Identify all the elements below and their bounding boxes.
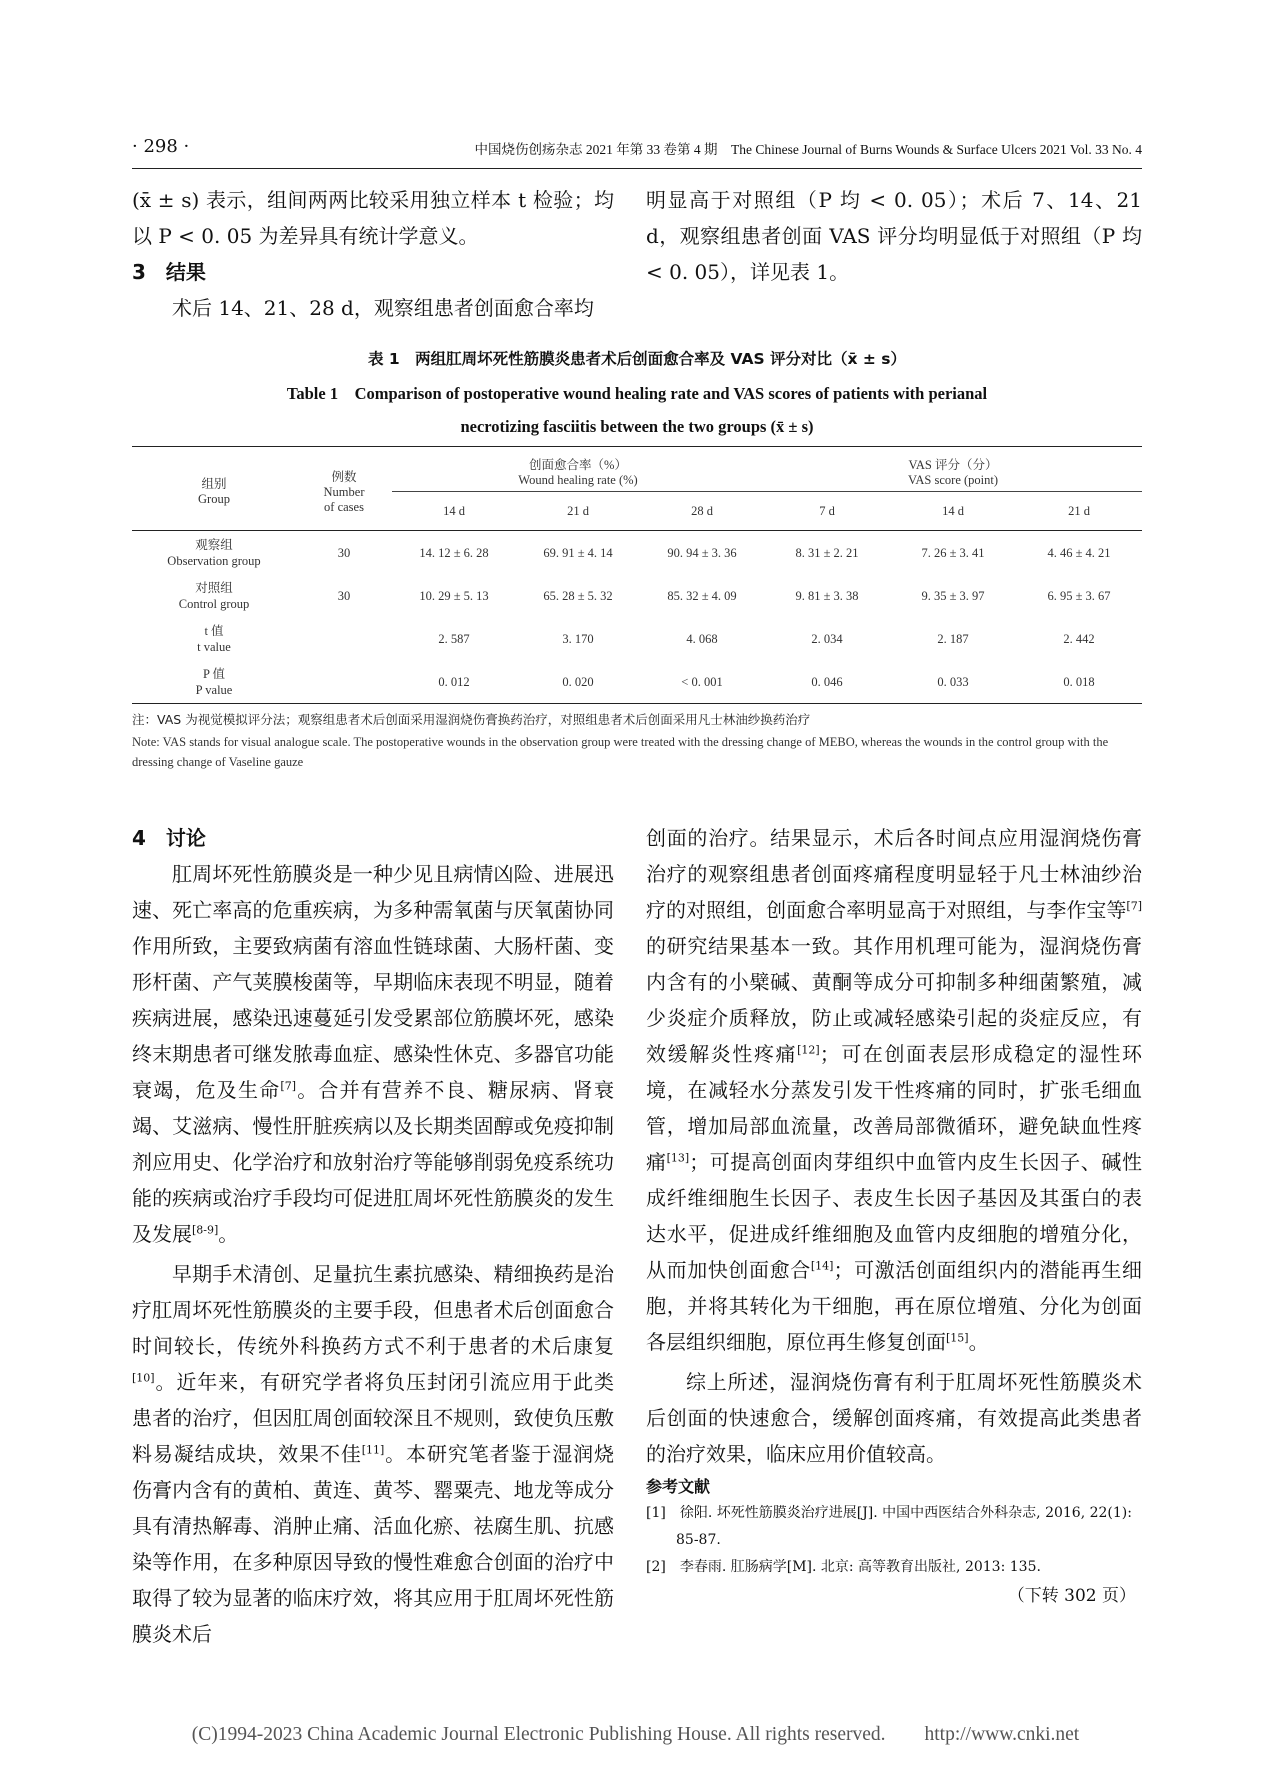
subheader-vas-21d: 21 d: [1016, 492, 1142, 531]
conclusion-paragraph: 综上所述，湿润烧伤膏有利于肛周坏死性筋膜炎术后创面的快速愈合，缓解创面疼痛，有效提高此类患者的治疗效果，临床应用价值较高。: [646, 1370, 1142, 1466]
cell: 69. 91 ± 4. 14: [543, 545, 613, 560]
right-column-top: [646, 182, 1142, 290]
row-label-en: Control group: [178, 596, 250, 611]
table-row-p-value: [132, 660, 1142, 704]
page-header: [132, 136, 1142, 169]
row-n: [296, 660, 392, 704]
cell: < 0. 001: [640, 660, 764, 704]
table-row-observation: [132, 531, 1142, 575]
header-vas-cn: VAS 评分（分）: [908, 457, 998, 472]
table-note-en: Note: VAS stands for visual analogue scale. The postoperative wounds in the observation group were treated with the dressing change of MEBO, whereas the wounds in the control group with the dressing change of Vaseline gauze: [132, 735, 1109, 769]
cell: 6. 95 ± 3. 67: [1047, 588, 1111, 603]
row-label-cn: P 值: [202, 666, 226, 681]
citation: [10]: [132, 1371, 155, 1385]
reference-item: [1] 徐阳. 坏死性筋膜炎治疗进展[J]. 中国中西医结合外科杂志, 2016, 22(1): 85-87.: [646, 1505, 1132, 1548]
citation: [8-9]: [192, 1223, 219, 1237]
methods-paragraph-end: (x̄ ± s) 表示，组间两两比较采用独立样本 t 检验；均以 P < 0. 05 为差异具有统计学意义。: [132, 188, 614, 248]
row-label-en: t value: [197, 639, 231, 654]
page-number: · 298 ·: [132, 136, 190, 157]
citation: [15]: [946, 1331, 969, 1345]
discussion-paragraph-1: 肛周坏死性筋膜炎是一种少见且病情凶险、进展迅速、死亡率高的危重疾病，为多种需氧菌与厌氧菌协同作用所致，主要致病菌有溶血性链球菌、大肠杆菌、变形杆菌、产气荚膜梭菌等，早期临床表现不明显，随着疾病进展，感染迅速蔓延引发受累部位筋膜坏死，感染终末期患者可继发脓毒血症、感染性休克、多器官功能衰竭，危及生命[7]。合并有营养不良、糖尿病、肾衰竭、艾滋病、慢性肝脏疾病以及长期类固醇或免疫抑制剂应用史、化学治疗和放射治疗等能够削弱免疫系统功能的疾病或治疗手段均可促进肛周坏死性筋膜炎的发生及发展[8-9]。: [132, 862, 615, 1246]
cell: 2. 034: [811, 631, 843, 646]
header-vas: [764, 447, 1142, 492]
section-title-results: 3 结果: [132, 260, 206, 284]
row-n: 30: [337, 588, 351, 603]
subheader-vas-14d: 14 d: [890, 492, 1016, 531]
results-paragraph: 术后 14、21、28 d，观察组患者创面愈合率均: [172, 296, 594, 320]
row-label-cn: 对照组: [195, 580, 233, 595]
header-group: [132, 447, 296, 531]
row-label-en: Observation group: [167, 553, 261, 568]
data-table: [132, 446, 1142, 704]
row-n: 30: [337, 545, 351, 560]
subheader-heal-21d: 21 d: [516, 492, 640, 531]
results-paragraph-cont: 明显高于对照组（P 均 < 0. 05）；术后 7、14、21 d，观察组患者创面 VAS 评分均明显低于对照组（P 均 < 0. 05），详见表 1。: [646, 188, 1142, 284]
row-n: [296, 617, 392, 660]
citation: [12]: [797, 1043, 820, 1057]
cell: 14. 12 ± 6. 28: [419, 545, 489, 560]
cell: 0. 046: [764, 660, 890, 704]
table-row-control: [132, 574, 1142, 617]
header-cases-cn: 例数: [331, 469, 357, 484]
cell: 65. 28 ± 5. 32: [543, 588, 613, 603]
row-label: [132, 574, 296, 617]
subheader-heal-14d: 14 d: [392, 492, 516, 531]
header-healing-en: Wound healing rate (%): [518, 472, 638, 487]
header-cases-en1: Number: [323, 484, 365, 499]
copyright-footer: (C)1994-2023 China Academic Journal Electronic Publishing House. All rights reserved. http://www.cnki.net: [191, 1724, 1080, 1745]
table-1: [132, 344, 1142, 772]
citation: [7]: [280, 1079, 296, 1093]
cell: 0. 012: [392, 660, 516, 704]
header-vas-en: VAS score (point): [907, 472, 999, 487]
cell: 8. 31 ± 2. 21: [795, 545, 859, 560]
discussion-paragraph-2: 早期手术清创、足量抗生素抗感染、精细换药是治疗肛周坏死性筋膜炎的主要手段，但患者术后创面愈合时间较长，传统外科换药方式不利于患者的术后康复[10]。近年来，有研究学者将负压封闭引流应用于此类患者的治疗，但因肛周创面较深且不规则，致使负压敷料易凝结成块，效果不佳[11]。本研究笔者鉴于湿润烧伤膏内含有的黄柏、黄连、黄芩、罂粟壳、地龙等成分具有清热解毒、消肿止痛、活血化瘀、祛腐生肌、抗感染等作用，在多种原因导致的慢性难愈合创面的治疗中取得了较为显著的临床疗效，将其应用于肛周坏死性筋膜炎术后: [132, 1262, 614, 1646]
row-label: [132, 531, 296, 575]
header-group-cn: 组别: [201, 477, 227, 491]
cell: 0. 033: [890, 660, 1016, 704]
citation: [11]: [361, 1443, 385, 1457]
section-title-discussion: 4 讨论: [132, 826, 206, 850]
subheader-heal-28d: 28 d: [640, 492, 764, 531]
running-head: 中国烧伤创疡杂志 2021 年第 33 卷第 4 期 The Chinese Journal of Burns Wounds & Surface Ulcers 2021 Vol. 33 No. 4: [474, 142, 1142, 157]
cell: 85. 32 ± 4. 09: [667, 588, 737, 603]
left-column-top: [132, 182, 614, 326]
row-label-en: P value: [195, 682, 233, 697]
cell: 3. 170: [562, 631, 594, 646]
header-cases-en2: of cases: [324, 499, 364, 514]
discussion-paragraph-cont: 创面的治疗。结果显示，术后各时间点应用湿润烧伤膏治疗的观察组患者创面疼痛程度明显轻于凡士林油纱治疗的对照组，创面愈合率明显高于对照组，与李作宝等[7]的研究结果基本一致。其作用机理可能为，湿润烧伤膏内含有的小檗碱、黄酮等成分可抑制多种细菌繁殖，减少炎症介质释放，防止或减轻感染引起的炎症反应，有效缓解炎性疼痛[12]；可在创面表层形成稳定的湿性环境，在减轻水分蒸发引发干性疼痛的同时，扩张毛细血管，增加局部血流量，改善局部微循环，避免缺血性疼痛[13]；可提高创面肉芽组织中血管内皮生长因子、碱性成纤维细胞生长因子、表皮生长因子基因及其蛋白的表达水平，促进成纤维细胞及血管内皮细胞的增殖分化，从而加快创面愈合[14]；可激活创面组织内的潜能再生细胞，并将其转化为干细胞，再在原位增殖、分化为创面各层组织细胞，原位再生修复创面[15]。: [646, 826, 1143, 1354]
cell: 9. 35 ± 3. 97: [921, 588, 985, 603]
citation: [7]: [1126, 899, 1142, 913]
citation: [14]: [810, 1259, 834, 1273]
table-row-t-value: [132, 617, 1142, 660]
table-note-cn: 注：VAS 为视觉模拟评分法；观察组患者术后创面采用湿润烧伤膏换药治疗，对照组患者术后创面采用凡士林油纱换药治疗: [132, 712, 811, 727]
row-label: [132, 617, 296, 660]
reference-item: [2] 李春雨. 肛肠病学[M]. 北京: 高等教育出版社, 2013: 135.: [646, 1559, 1041, 1575]
header-healing-rate: [392, 447, 764, 492]
cell: 10. 29 ± 5. 13: [419, 588, 489, 603]
cell: 7. 26 ± 3. 41: [921, 545, 985, 560]
header-group-en: Group: [198, 492, 230, 506]
citation: [13]: [666, 1151, 690, 1165]
cell: 2. 587: [438, 631, 470, 646]
row-label-cn: 观察组: [195, 537, 233, 552]
cell: 4. 068: [686, 631, 718, 646]
cell: 2. 187: [937, 631, 969, 646]
table-caption-en-line2: necrotizing fasciitis between the two groups (x̄ ± s): [460, 417, 814, 436]
row-label: [132, 660, 296, 704]
cell: 2. 442: [1063, 631, 1095, 646]
table-caption-cn: 表 1 两组肛周坏死性筋膜炎患者术后创面愈合率及 VAS 评分对比（x̄ ± s）: [367, 350, 907, 368]
cell: 9. 81 ± 3. 38: [795, 588, 859, 603]
row-label-cn: t 值: [204, 623, 224, 638]
cell: 4. 46 ± 4. 21: [1047, 545, 1111, 560]
right-column-discussion: [646, 820, 1142, 1611]
cell: 90. 94 ± 3. 36: [667, 545, 737, 560]
cell: 0. 018: [1016, 660, 1142, 704]
left-column-discussion: [132, 820, 614, 1652]
references-heading: 参考文献: [646, 1477, 711, 1496]
cell: 0. 020: [516, 660, 640, 704]
subheader-vas-7d: 7 d: [764, 492, 890, 531]
header-healing-cn: 创面愈合率（%）: [529, 457, 627, 472]
continued-note: （下转 302 页）: [1007, 1586, 1136, 1606]
table-caption-en-line1: Table 1 Comparison of postoperative wound healing rate and VAS scores of patients with perianal: [286, 384, 988, 403]
header-cases: [296, 447, 392, 531]
